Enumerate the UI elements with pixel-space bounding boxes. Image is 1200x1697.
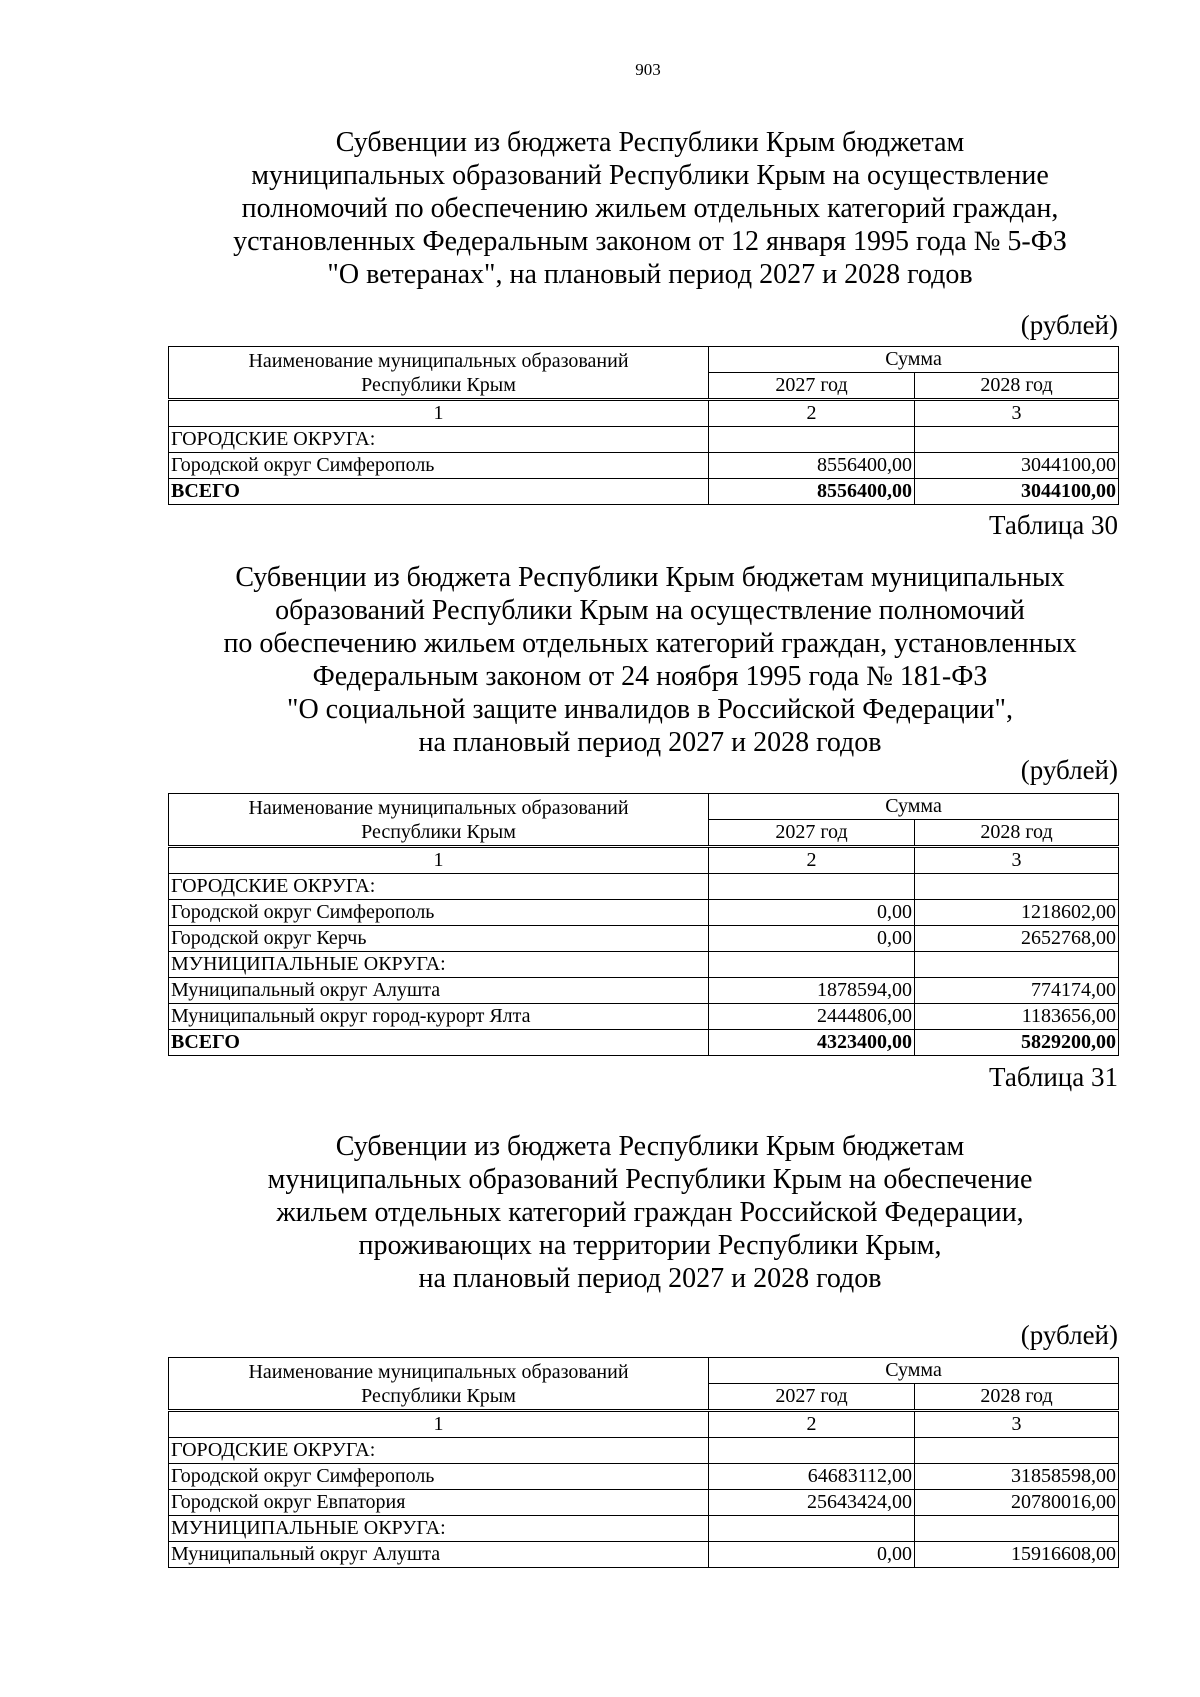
table-row (169, 926, 1119, 952)
table-row (169, 1542, 1119, 1568)
header-name-line: Наименование муниципальных образований (248, 796, 629, 819)
subsidy-table (168, 1357, 1119, 1568)
value-2028 (915, 427, 1119, 453)
table-number-label: Таблица 31 (989, 1062, 1118, 1092)
title-line: "О социальной защите инвалидов в Российской Федерации", (287, 694, 1013, 725)
header-name (169, 1358, 709, 1411)
header-row (169, 794, 1119, 820)
header-2027: 2027 год (709, 820, 915, 847)
total-2027: 4323400,00 (709, 1030, 915, 1056)
table-row (169, 900, 1119, 926)
value-2028: 15916608,00 (915, 1542, 1119, 1568)
title-line: проживающих на территории Республики Крым, (358, 1230, 942, 1261)
title-line: Субвенции из бюджета Республики Крым бюджетам (335, 1131, 965, 1162)
table-row (169, 1516, 1119, 1542)
row-name: Городской округ Симферополь (169, 1464, 709, 1490)
title-line: муниципальных образований Республики Крым на обеспечение (267, 1164, 1033, 1195)
total-label: ВСЕГО (169, 1030, 709, 1056)
table-title (150, 561, 1150, 759)
value-2028 (915, 1516, 1119, 1542)
value-2027 (709, 1516, 915, 1542)
row-name: Городской округ Евпатория (169, 1490, 709, 1516)
value-2027: 0,00 (709, 926, 915, 952)
header-name-line: Наименование муниципальных образований (248, 1360, 629, 1383)
total-row (169, 1030, 1119, 1056)
table-row (169, 427, 1119, 453)
value-2027: 2444806,00 (709, 1004, 915, 1030)
header-row (169, 1358, 1119, 1384)
total-row (169, 479, 1119, 505)
header-sum: Сумма (709, 794, 1119, 820)
column-number: 2 (709, 1411, 915, 1438)
total-2028: 3044100,00 (915, 479, 1119, 505)
column-number: 1 (169, 400, 709, 427)
table-row (169, 1438, 1119, 1464)
value-2028: 774174,00 (915, 978, 1119, 1004)
title-line: на плановый период 2027 и 2028 годов (418, 727, 882, 758)
unit-label: (рублей) (1020, 1320, 1118, 1350)
row-name: Муниципальный округ Алушта (169, 1542, 709, 1568)
row-name: Городской округ Симферополь (169, 900, 709, 926)
value-2027 (709, 952, 915, 978)
column-number: 3 (915, 1411, 1119, 1438)
value-2028 (915, 874, 1119, 900)
row-name: Муниципальный округ город-курорт Ялта (169, 1004, 709, 1030)
header-row (169, 347, 1119, 373)
column-number: 3 (915, 400, 1119, 427)
header-sum: Сумма (709, 1358, 1119, 1384)
column-number: 1 (169, 1411, 709, 1438)
column-number-row (169, 1411, 1119, 1438)
title-line: установленных Федеральным законом от 12 января 1995 года № 5-ФЗ (233, 226, 1067, 257)
header-sum: Сумма (709, 347, 1119, 373)
row-name: ГОРОДСКИЕ ОКРУГА: (169, 1438, 709, 1464)
title-line: образований Республики Крым на осуществление полномочий (275, 595, 1025, 626)
title-line: Федеральным законом от 24 ноября 1995 года № 181-ФЗ (312, 661, 988, 692)
header-2028: 2028 год (915, 373, 1119, 400)
page-number: 903 (635, 60, 661, 79)
header-name-line: Наименование муниципальных образований (248, 349, 629, 372)
value-2027 (709, 874, 915, 900)
total-2028: 5829200,00 (915, 1030, 1119, 1056)
value-2027: 8556400,00 (709, 453, 915, 479)
header-name (169, 794, 709, 847)
table-row (169, 453, 1119, 479)
title-line: жильем отдельных категорий граждан Российской Федерации, (276, 1197, 1024, 1228)
column-number: 1 (169, 847, 709, 874)
unit-label: (рублей) (1020, 755, 1118, 785)
header-name-line: Республики Крым (361, 1384, 516, 1407)
row-name: Муниципальный округ Алушта (169, 978, 709, 1004)
value-2028 (915, 1438, 1119, 1464)
column-number: 3 (915, 847, 1119, 874)
title-line: на плановый период 2027 и 2028 годов (418, 1263, 882, 1294)
column-number: 2 (709, 847, 915, 874)
value-2027: 1878594,00 (709, 978, 915, 1004)
table-row (169, 1464, 1119, 1490)
title-line: по обеспечению жильем отдельных категорий граждан, установленных (223, 628, 1077, 659)
unit-label: (рублей) (1020, 310, 1118, 340)
header-2027: 2027 год (709, 373, 915, 400)
value-2027: 64683112,00 (709, 1464, 915, 1490)
header-2028: 2028 год (915, 1384, 1119, 1411)
value-2028: 1218602,00 (915, 900, 1119, 926)
table-title (150, 1130, 1150, 1295)
title-line: Субвенции из бюджета Республики Крым бюджетам (335, 127, 965, 158)
header-name-line: Республики Крым (361, 373, 516, 396)
row-name: ГОРОДСКИЕ ОКРУГА: (169, 427, 709, 453)
value-2028: 31858598,00 (915, 1464, 1119, 1490)
table-row (169, 1004, 1119, 1030)
value-2028: 2652768,00 (915, 926, 1119, 952)
column-number-row (169, 400, 1119, 427)
total-2027: 8556400,00 (709, 479, 915, 505)
total-label: ВСЕГО (169, 479, 709, 505)
value-2027 (709, 427, 915, 453)
table-row (169, 952, 1119, 978)
subsidy-table (168, 793, 1119, 1056)
value-2027: 25643424,00 (709, 1490, 915, 1516)
row-name: Городской округ Керчь (169, 926, 709, 952)
value-2027: 0,00 (709, 900, 915, 926)
value-2028 (915, 952, 1119, 978)
column-number-row (169, 847, 1119, 874)
value-2027: 0,00 (709, 1542, 915, 1568)
value-2028: 1183656,00 (915, 1004, 1119, 1030)
table-row (169, 874, 1119, 900)
title-line: "О ветеранах", на плановый период 2027 и 2028 годов (327, 259, 973, 290)
row-name: МУНИЦИПАЛЬНЫЕ ОКРУГА: (169, 952, 709, 978)
header-2028: 2028 год (915, 820, 1119, 847)
value-2027 (709, 1438, 915, 1464)
subsidy-table (168, 346, 1119, 505)
header-name-line: Республики Крым (361, 820, 516, 843)
row-name: МУНИЦИПАЛЬНЫЕ ОКРУГА: (169, 1516, 709, 1542)
header-2027: 2027 год (709, 1384, 915, 1411)
row-name: Городской округ Симферополь (169, 453, 709, 479)
row-name: ГОРОДСКИЕ ОКРУГА: (169, 874, 709, 900)
table-row (169, 978, 1119, 1004)
value-2028: 20780016,00 (915, 1490, 1119, 1516)
title-line: полномочий по обеспечению жильем отдельных категорий граждан, (241, 193, 1059, 224)
value-2028: 3044100,00 (915, 453, 1119, 479)
header-name (169, 347, 709, 400)
table-row (169, 1490, 1119, 1516)
title-line: Субвенции из бюджета Республики Крым бюджетам муниципальных (235, 562, 1065, 593)
table-number-label: Таблица 30 (989, 510, 1118, 540)
title-line: муниципальных образований Республики Крым на осуществление (251, 160, 1049, 191)
column-number: 2 (709, 400, 915, 427)
table-title (150, 126, 1150, 291)
